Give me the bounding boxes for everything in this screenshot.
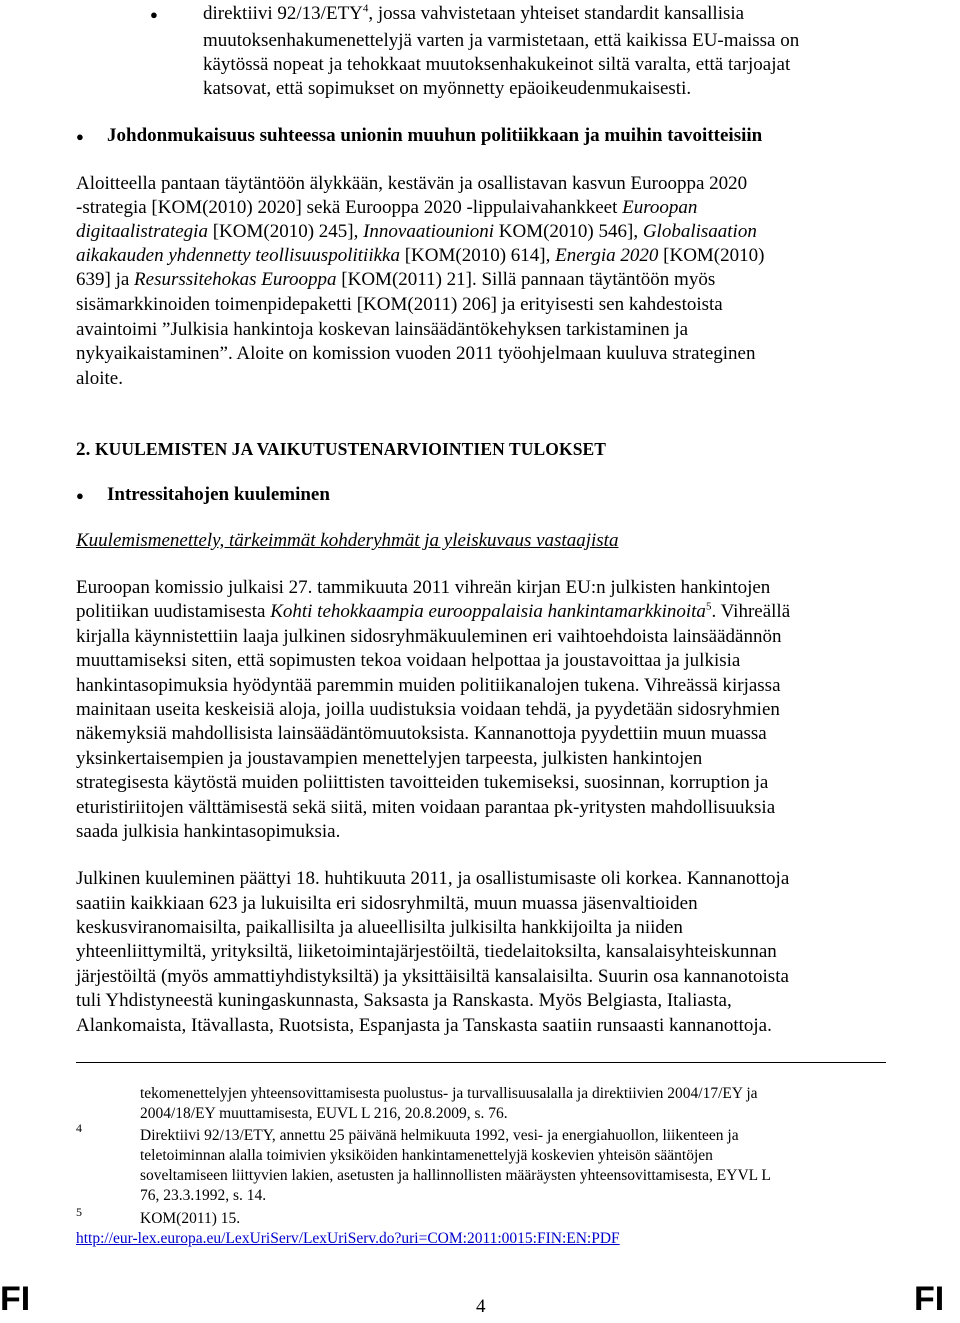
para3-line-6: tuli Yhdistyneestä kuningaskunnasta, Saksasta ja Ranskasta. Myös Belgiasta, Italiasta, xyxy=(76,990,732,1011)
eur-lex-link[interactable]: http://eur-lex.europa.eu/LexUriServ/LexUriServ.do?uri=COM:2011:0015:FIN:EN:PDF xyxy=(76,1230,620,1247)
footnote-separator xyxy=(76,1062,886,1063)
footnote-ref-4[interactable]: 4 xyxy=(362,2,369,15)
bullet1-line-1: direktiivi 92/13/ETY$^4$, jossa vahvistetaan yhteiset standardit kansallisia xyxy=(203,2,745,24)
bullet-dot: ● xyxy=(76,488,84,503)
para2-line-3: kirjalla käynnistettiin laaja julkinen sidosryhmäkuuleminen eri vaihtoehdoista lainsäädännön xyxy=(76,626,782,647)
footer-language-right: FI xyxy=(914,1280,945,1318)
para3-line-4: yhteenliittymiltä, yrityksiltä, liiketoimintajärjestöiltä, tiedelaitoksilta, kansalaisyhteiskunnan xyxy=(76,941,777,962)
footnote-4-line-2: 2004/18/EY muuttamisesta, EUVL L 216, 20.8.2009, s. 76. xyxy=(140,1105,508,1122)
para3-line-7: Alankomaista, Itävallasta, Ruotsista, Espanjasta ja Tanskasta saatiin runsaasti kannanottoja. xyxy=(76,1015,772,1036)
footnote-5-number: 5 xyxy=(76,1205,82,1219)
para1-line-9: aloite. xyxy=(76,368,123,389)
para1-line-3: digitaalistrategia [KOM(2010) 245], Innovaatiounioni KOM(2010) 546], Globalisaation xyxy=(76,221,757,242)
para1-line-4: aikakauden yhdennetty teollisuuspolitiikka [KOM(2010) 614], Energia 2020 [KOM(2010) xyxy=(76,245,765,266)
footnote-4-number: 4 xyxy=(76,1121,82,1135)
para3-line-5: järjestöiltä (myös ammattiyhdistyksiltä) ja yksittäisiltä kansalaisilta. Suurin osa kannanotoista xyxy=(76,966,789,987)
para1-line-5: 639] ja Resurssitehokas Eurooppa [KOM(2011) 21]. Sillä pannaan täytäntöön myös xyxy=(76,269,716,290)
footnote-4-line-5: soveltamiseen liittyvien lakien, asetusten ja hallinnollisten määräysten yhteensovittamisesta, EYVL L xyxy=(140,1167,771,1184)
footnote-4-line-6: 76, 23.3.1992, s. 14. xyxy=(140,1187,267,1204)
para1-line-7: avaintoimi ”Julkisia hankintoja koskevan lainsäädäntökehyksen tarkistaminen ja xyxy=(76,319,689,340)
para1-line-8: nykyaikaistaminen”. Aloite on komission vuoden 2011 työohjelmaan kuuluva strateginen xyxy=(76,343,756,364)
heading-coherence: Johdonmukaisuus suhteessa unionin muuhun politiikkaan ja muihin tavoitteisiin xyxy=(107,125,763,146)
para2-line-4: muuttamiseksi siten, että sopimusten tekoa voidaan helpottaa ja joustavoittaa ja julkisia xyxy=(76,650,741,671)
para2-line-10: eturistiriitojen välttämisestä sekä siitä, miten voidaan parantaa pk-yritysten mahdollisuuksia xyxy=(76,797,776,818)
para2-line-7: näkemyksiä mahdollisista lainsäädäntömuutoksista. Kannanottoja pyydettiin muun muassa xyxy=(76,723,767,744)
footer-language-left: FI xyxy=(0,1280,31,1318)
subheading-consultation-process: Kuulemismenettely, tärkeimmät kohderyhmät ja yleiskuvaus vastaajista xyxy=(76,530,619,551)
bullet1-line-2: muutoksenhakumenettelyjä varten ja varmistetaan, että kaikissa EU-maissa on xyxy=(203,30,800,51)
footnote-4-line-3: Direktiivi 92/13/ETY, annettu 25 päivänä helmikuuta 1992, vesi- ja energiahuollon, liikenteen ja xyxy=(140,1127,739,1144)
para2-line-6: mainitaan useita keskeisiä aloja, joilla uudistuksia voidaan tehdä, ja pyydetään sidosryhmien xyxy=(76,699,780,720)
bullet1-line-3: käytössä nopeat ja tehokkaat muutoksenhakukeinot siltä varalta, että tarjoajat xyxy=(203,54,791,75)
para2-line-1: Euroopan komissio julkaisi 27. tammikuuta 2011 vihreän kirjan EU:n julkisten hankintojen xyxy=(76,577,771,598)
page-number: 4 xyxy=(476,1296,486,1317)
para3-line-3: keskusviranomaisilta, paikallisilta ja alueellisilta julkisilta hankkijoilta ja niiden xyxy=(76,917,683,938)
footnote-4-line-4: teletoiminnan alalla toimivien yksiköiden hankintamenettelyjä koskevien yhteisön sääntöjen xyxy=(140,1147,713,1164)
para1-line-6: sisämarkkinoiden toimenpidepaketti [KOM(2011) 206] ja erityisesti sen kahdestoista xyxy=(76,294,723,315)
para3-line-1: Julkinen kuuleminen päättyi 18. huhtikuuta 2011, ja osallistumisaste oli korkea. Kannanottoja xyxy=(76,868,790,889)
bullet-dot: ● xyxy=(150,7,158,22)
para1-line-2: -strategia [KOM(2010) 2020] sekä Eurooppa 2020 -lippulaivahankkeet Euroopan xyxy=(76,197,698,218)
heading-stakeholder-consultation: Intressitahojen kuuleminen xyxy=(107,484,330,505)
section-2-title: 2. KUULEMISTEN JA VAIKUTUSTENARVIOINTIEN TULOKSET xyxy=(76,439,607,460)
footnote-ref-5[interactable]: 5 xyxy=(705,600,712,613)
para2-line-5: hankintasopimuksia hyödyntää paremmin muiden politiikanalojen tukena. Vihreässä kirjassa xyxy=(76,675,781,696)
para2-line-11: saada julkisia hankintasopimuksia. xyxy=(76,821,341,842)
footnote-5-text: KOM(2011) 15. xyxy=(140,1210,241,1227)
footnote-4-line-1: tekomenettelyjen yhteensovittamisesta puolustus- ja turvallisuusalalla ja direktiivien 2004/17/EY ja xyxy=(140,1085,758,1102)
para2-line-2: politiikan uudistamisesta Kohti tehokkaampia eurooppalaisia hankintamarkkinoita$^5$. Vihreällä xyxy=(76,600,791,622)
bullet1-line-4: katsovat, että sopimukset on myönnetty epäoikeudenmukaisesti. xyxy=(203,78,692,99)
para2-line-8: yksinkertaisempien ja joustavampien menettelyjen tarpeesta, julkisten hankintojen xyxy=(76,748,703,769)
para1-line-1: Aloitteella pantaan täytäntöön älykkään, kestävän ja osallistavan kasvun Eurooppa 2020 xyxy=(76,173,748,194)
footnote-5-link-line xyxy=(76,1229,620,1249)
para2-line-9: strategisesta käytöstä muiden poliittisten tavoitteiden tukemiseksi, suosinnan, korruption ja xyxy=(76,772,769,793)
para3-line-2: saatiin kaikkiaan 623 ja lukuisilta eri sidosryhmiltä, muun muassa jäsenvaltioiden xyxy=(76,893,698,914)
bullet-dot: ● xyxy=(76,129,84,144)
